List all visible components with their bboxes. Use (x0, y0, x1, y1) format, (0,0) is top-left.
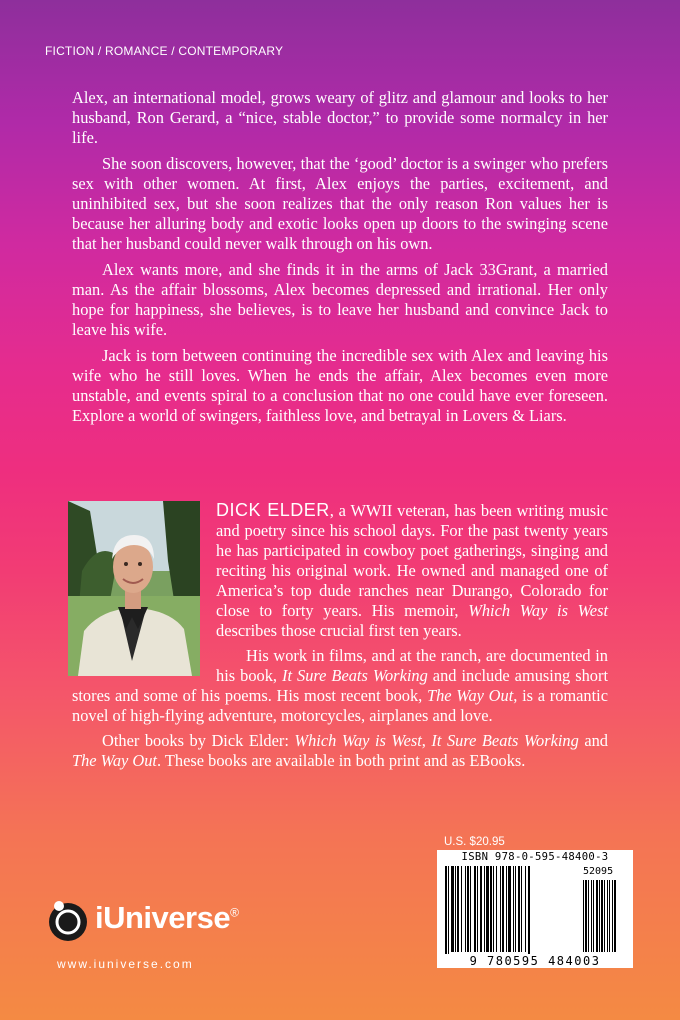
genre-label: FICTION / ROMANCE / CONTEMPORARY (45, 44, 284, 58)
bio-text: , a WWII veteran, has been writing music and poetry since his school days. For the past twenty years he has participated in cowboy poet gatherings, singing and reciting his original work. He owned and managed one of America’s top dude ranches near Durango, Colorado for close to forty years. His memoir, (216, 501, 608, 620)
author-bio (72, 500, 608, 776)
barcode-bar (461, 866, 462, 952)
barcode-bar (455, 866, 456, 952)
barcode-addon-bar (607, 880, 608, 952)
barcode-bar (467, 866, 469, 952)
blurb-paragraph: She soon discovers, however, that the ‘good’ doctor is a swinger who prefers sex with other women. At first, Alex enjoys the parties, excitement, and uninhibited sex, but she soon realizes that the only reason Ron values her is because her alluring body and exotic looks open up doors to the swinging scene that her husband could never walk through on his own. (72, 154, 608, 253)
book-blurb (72, 88, 608, 432)
registered-mark: ® (230, 905, 239, 920)
publisher-name (95, 900, 238, 936)
publisher-logo (45, 897, 275, 945)
barcode-bar (493, 866, 494, 952)
barcode-bar (518, 866, 520, 952)
barcode-bar (528, 866, 530, 954)
bio-text: His work in films, and at the ranch, are documented in his book, (216, 646, 608, 685)
bio-text: describes those crucial first ten years. (216, 621, 462, 640)
barcode-addon-bar (609, 880, 610, 952)
barcode-bar (445, 866, 447, 954)
barcode-bar (474, 866, 476, 952)
barcode-addon-bar (612, 880, 613, 952)
barcode-addon-bar (599, 880, 600, 952)
bio-text: Other books by Dick Elder: (102, 731, 295, 750)
barcode-addon-bar (601, 880, 603, 952)
barcode-bar (525, 866, 526, 952)
barcode-bar (506, 866, 507, 952)
book-title: The Way Out (427, 686, 514, 705)
book-title: Which Way is West (294, 731, 422, 750)
bio-text: , (421, 731, 432, 750)
barcode-addon-bar (614, 880, 616, 952)
bio-text: and (578, 731, 608, 750)
barcode-addon-bar (596, 880, 598, 952)
barcode-bar (496, 866, 497, 952)
bio-text: . These books are available in both print and as EBooks. (157, 751, 526, 770)
book-title: Which Way is West (468, 601, 608, 620)
bio-paragraph (72, 731, 608, 771)
barcode-bars (437, 850, 633, 968)
barcode-bar (484, 866, 485, 952)
blurb-paragraph: Alex wants more, and she finds it in the arms of Jack 33Grant, a married man. As the affair blossoms, Alex becomes depressed and irrational. Her only hope for happiness, she believes, is to leave her husband and convince Jack to leave his wife. (72, 260, 608, 339)
publisher-website: www.iuniverse.com (57, 957, 194, 971)
book-title: It Sure Beats Working (431, 731, 579, 750)
barcode-addon-number: 52095 (583, 866, 614, 877)
barcode-bar (513, 866, 514, 952)
barcode-bar (486, 866, 489, 952)
barcode-bar (500, 866, 501, 952)
barcode-bar (465, 866, 466, 952)
author-name: DICK ELDER (216, 500, 330, 520)
blurb-paragraph: Alex, an international model, grows weary of glitz and glamour and looks to her husband, Ron Gerard, a “nice, stable doctor,” to provide some normalcy in her life. (72, 88, 608, 147)
book-title: It Sure Beats Working (282, 666, 428, 685)
iuniverse-logo-icon (45, 897, 93, 945)
barcode-bar (457, 866, 459, 952)
publisher-name-text: iUniverse (95, 900, 231, 935)
price-label: U.S. $20.95 (444, 836, 505, 848)
barcode-bar (502, 866, 504, 952)
bio-text: , is a romantic novel of high-flying adventure, motorcycles, airplanes and love. (72, 686, 608, 725)
photo-spacer (72, 500, 216, 680)
barcode-bar (480, 866, 482, 952)
blurb-paragraph: Jack is torn between continuing the incredible sex with Alex and leaving his wife who he still loves. When he ends the affair, Alex becomes even more unstable, and events spiral to a conclusion that no one could have ever foreseen. Explore a world of swingers, faithless love, and betrayal in Lovers & Liars. (72, 346, 608, 425)
isbn-barcode (437, 850, 633, 968)
barcode-bar (490, 866, 492, 952)
barcode-addon-bar (583, 880, 584, 952)
isbn-number: ISBN 978-0-595-48400-3 (461, 851, 609, 863)
barcode-addon-bar (588, 880, 589, 952)
barcode-digits: 9 780595 484003 (469, 954, 601, 968)
barcode-bar (451, 866, 454, 952)
barcode-addon-bar (604, 880, 605, 952)
barcode-bar (448, 866, 449, 954)
barcode-addon-bar (593, 880, 594, 952)
barcode-bar (477, 866, 478, 952)
barcode-bar (508, 866, 511, 952)
barcode-bar (521, 866, 522, 952)
bio-text: and include amusing short stores and some of his poems. His most recent book, (72, 666, 609, 705)
book-title: The Way Out (72, 751, 157, 770)
barcode-bar (470, 866, 471, 952)
barcode-addon-bar (591, 880, 592, 952)
barcode-addon-bar (585, 880, 587, 952)
barcode-bar (515, 866, 516, 952)
